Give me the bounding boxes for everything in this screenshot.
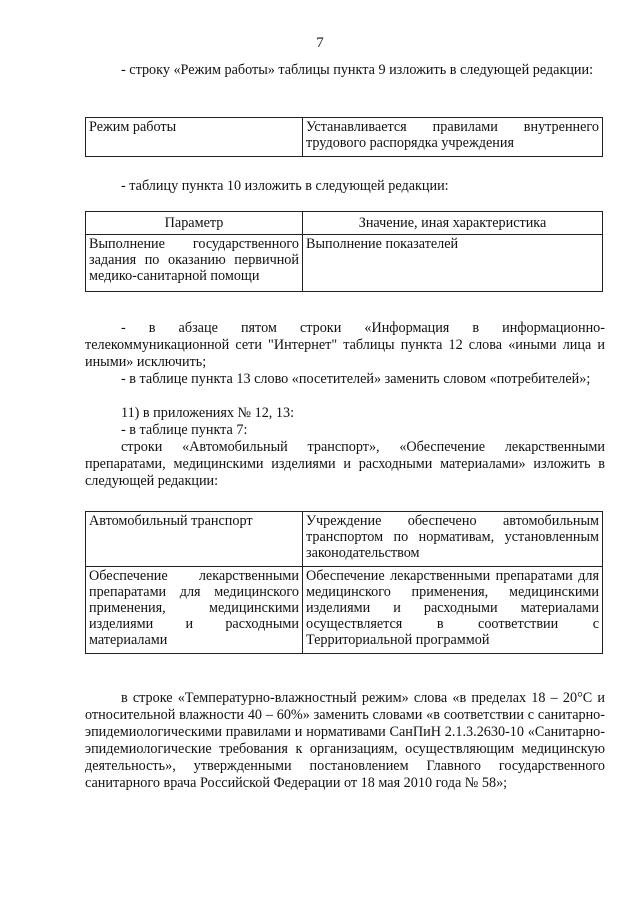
- paragraph-temperature-humidity: в строке «Температурно-влажностный режим» слова «в пределах 18 – 20°С и относительной влажности 40 – 60%» заменить словами «в соответствии с санитарно-эпидемиологическими правилами и нормативами СанПиН 2.1.3.2630-10 «Санитарно-эпидемиологические требования к организациям, осуществляющим медицинскую деятельность», утвержденными постановлением Главного государственного санитарного врача Российской Федерации от 18 мая 2010 года № 58»;: [85, 690, 605, 791]
- table-row: [86, 512, 603, 567]
- paragraph-rows-replace: строки «Автомобильный транспорт», «Обеспечение лекарственными препаратами, медицинскими изделиями и расходными материалами» изложить в следующей редакции:: [85, 439, 605, 489]
- table-row: [86, 567, 603, 654]
- table-row: [86, 118, 603, 157]
- table-cell: Обеспечение лекарственными препаратами для медицинского применения, медицинскими изделиями и расходными материалами осуществляется в соответствии с Территориальной программой: [303, 567, 603, 654]
- page-number: 7: [316, 35, 324, 51]
- paragraph-table-7: - в таблице пункта 7:: [121, 422, 248, 438]
- paragraph-work-schedule: - строку «Режим работы» таблицы пункта 9 изложить в следующей редакции:: [121, 62, 594, 78]
- table-work-schedule: [85, 117, 603, 157]
- paragraph-appendices: 11) в приложениях № 12, 13:: [121, 405, 295, 421]
- table-cell: Обеспечение лекарственными препаратами для медицинского применения, медицинскими изделиями и расходными материалами: [86, 567, 303, 654]
- paragraph-internet-info: - в абзаце пятом строки «Информация в информационно-телекоммуникационной сети "Интернет" таблицы пункта 12 слова «иными лица и иными» исключить;: [85, 320, 605, 370]
- column-header: Значение, иная характеристика: [303, 212, 603, 235]
- table-transport-supply: [85, 511, 603, 654]
- table-cell: Выполнение государственного задания по оказанию первичной медико-санитарной помощи: [86, 235, 303, 292]
- table-cell: Устанавливается правилами внутреннего трудового распорядка учреждения: [303, 118, 603, 157]
- table-header-row: [86, 212, 603, 235]
- column-header: Параметр: [86, 212, 303, 235]
- paragraph-table-13: - в таблице пункта 13 слово «посетителей» заменить словом «потребителей»;: [121, 371, 591, 387]
- paragraph-table-10: - таблицу пункта 10 изложить в следующей редакции:: [121, 178, 449, 194]
- table-cell: Автомобильный транспорт: [86, 512, 303, 567]
- table-cell: Учреждение обеспечено автомобильным транспортом по нормативам, установленным законодательством: [303, 512, 603, 567]
- table-row: [86, 235, 603, 292]
- table-cell: Выполнение показателей: [303, 235, 603, 292]
- table-parameters: [85, 211, 603, 292]
- table-cell: Режим работы: [86, 118, 303, 157]
